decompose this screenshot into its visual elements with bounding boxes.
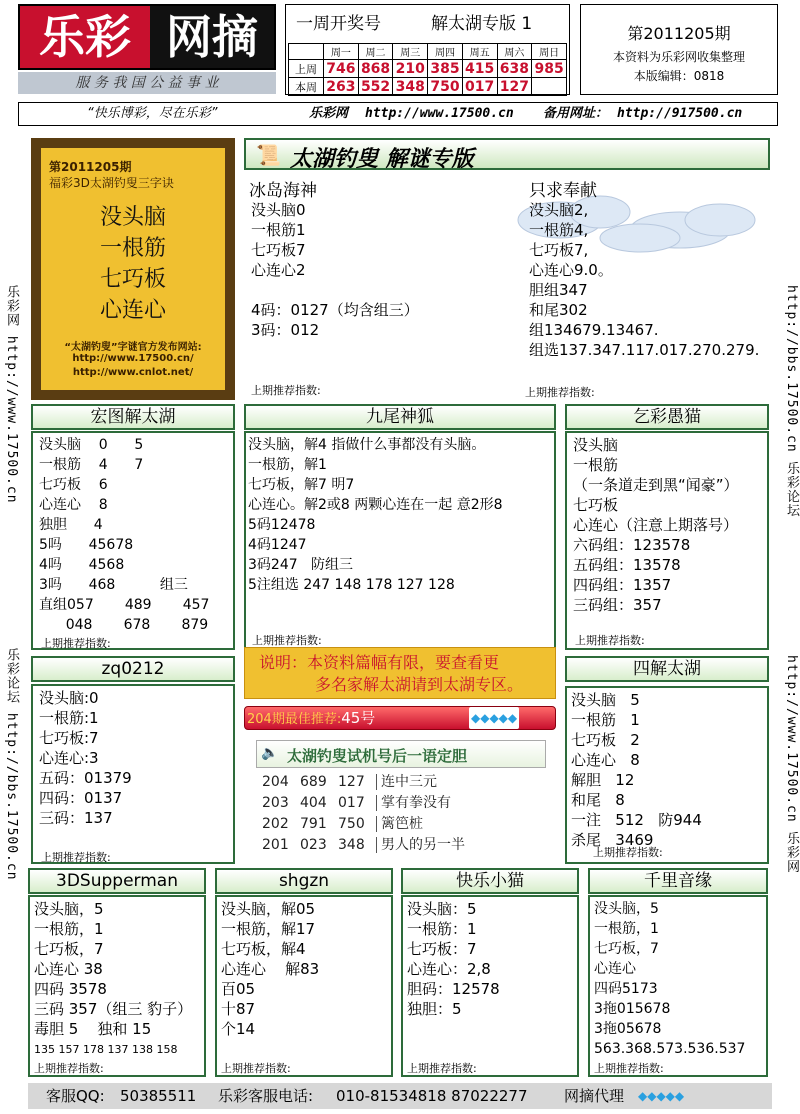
s3d-title: 3DSupperman xyxy=(28,868,206,894)
qianli-index-label: 上期推荐指数: xyxy=(594,1062,664,1075)
notice-box xyxy=(244,647,556,699)
last-week-number: 638 xyxy=(497,60,532,78)
poster-subtitle: 福彩3D太湖钓叟三字诀 xyxy=(49,176,174,190)
issue-panel xyxy=(580,4,778,95)
trial-issue: 201 xyxy=(262,837,289,853)
best-value: 45号 xyxy=(341,709,376,727)
slogan-bar: 服 务 我 国 公 益 事 业 xyxy=(18,72,276,94)
trial-num: 689 xyxy=(300,774,327,790)
day-header: 周二 xyxy=(358,44,393,60)
day-header: 周一 xyxy=(324,44,359,60)
zhiqiu-text: 没头脑2, 一根筋4, 七巧板7, 心连心9.0。 胆组347 和尾302 组134679.13467. 组选137.347.117.017.270.279. xyxy=(529,201,760,359)
this-week-number xyxy=(532,78,567,96)
poster xyxy=(31,138,235,400)
sijie-text: 没头脑 5 一根筋 1 七巧板 2 心连心 8 解胆 12 和尾 8 一注 512 防944 杀尾 3469 xyxy=(571,691,702,849)
hongtu-index-label: 上期推荐指数: xyxy=(41,637,111,650)
jiuwei-title: 九尾神狐 xyxy=(244,404,556,430)
this-week-number: 127 xyxy=(497,78,532,96)
day-header: 周三 xyxy=(393,44,428,60)
banner-title: 太湖钓叟 解谜专版 xyxy=(290,147,474,172)
trial-row xyxy=(256,814,546,835)
row-label-last-week: 上周 xyxy=(289,60,324,78)
side-left-top-url[interactable]: http://www.17500.cn xyxy=(4,335,19,504)
last-week-number: 210 xyxy=(393,60,428,78)
footer-phone-label: 乐彩客服电话: xyxy=(218,1087,314,1105)
poster-line-2: 一根筋 xyxy=(99,236,166,261)
sijie-box xyxy=(565,686,769,864)
bingdao-title: 冰岛海神 xyxy=(249,181,317,201)
day-header: 周四 xyxy=(428,44,463,60)
footer-qq-label: 客服QQ: xyxy=(46,1087,105,1105)
side-right-bottom-cn: 乐彩网 xyxy=(784,831,799,874)
hongtu-box xyxy=(31,431,235,650)
trial-num: 023 xyxy=(300,837,327,853)
poster-url-2[interactable]: http://www.cnlot.net/ xyxy=(72,367,194,378)
zq-box xyxy=(31,684,235,864)
qicai-index-label: 上期推荐指数: xyxy=(575,634,645,647)
trial-panel xyxy=(256,740,546,860)
poster-line-4: 心连心 xyxy=(99,298,166,323)
shgzn-text: 没头脑，解05 一根筋，解17 七巧板，解4 心连心 解83 百05 十87 个14 xyxy=(221,900,320,1038)
jiuwei-text: 没头脑，解4 指做什么事都没有头脑。 一根筋，解1 七巧板，解7 明7 心连心。解2或8 两颗心连在一起 意2形8 5码12478 4码1247 3码247 防组三 5注组选 247 148 178 127 128 xyxy=(248,437,503,593)
tagline-backup-label: 备用网址： xyxy=(543,106,609,121)
qicai-box xyxy=(565,431,769,650)
shgzn-title: shgzn xyxy=(215,868,393,894)
zq-text: 没头脑:0 一根筋:1 七巧板:7 心连心:3 五码：01379 四码：0137 三码：137 xyxy=(39,689,132,827)
weekly-table xyxy=(288,43,567,96)
trial-row xyxy=(256,772,546,793)
side-right-bottom-url[interactable]: http://www.17500.cn xyxy=(784,655,799,823)
last-week-number: 985 xyxy=(532,60,567,78)
this-week-number: 552 xyxy=(358,78,393,96)
last-week-number: 415 xyxy=(462,60,497,78)
kuaile-index-label: 上期推荐指数: xyxy=(407,1062,477,1075)
this-week-number: 263 xyxy=(324,78,359,96)
trial-result: 348 xyxy=(338,837,365,853)
diamond-icons: ◆◆◆◆◆ xyxy=(469,707,519,729)
footer-qq: 50385511 xyxy=(120,1087,197,1105)
hongtu-text: 没头脑 0 5 一根筋 4 7 七巧板 6 心连心 8 独胆 4 5吗 45678 4吗 4568 3吗 468 组三 直组057 489 457 048 678 879 xyxy=(39,437,210,633)
banner xyxy=(244,138,770,170)
side-left-bottom xyxy=(2,648,21,881)
day-header: 周五 xyxy=(462,44,497,60)
s3d-text: 没头脑，5 一根筋，1 七巧板，7 心连心 38 四码 3578 三码 357（组三 豹子） 毒胆 5 独和 15 xyxy=(34,900,193,1038)
side-left-bottom-url[interactable]: http://bbs.17500.cn xyxy=(4,712,19,881)
trial-phrase: 掌有拳没有 xyxy=(376,795,451,811)
kuaile-box xyxy=(401,895,579,1077)
side-left-top xyxy=(2,285,21,504)
side-right-top xyxy=(782,285,800,518)
logo-part-2: 网摘 xyxy=(150,6,274,68)
tagline-bar xyxy=(18,102,778,126)
trial-phrase: 篱笆桩 xyxy=(376,816,423,832)
last-week-number: 746 xyxy=(324,60,359,78)
this-week-number: 348 xyxy=(393,78,428,96)
day-header: 周六 xyxy=(497,44,532,60)
trial-phrase: 男人的另一半 xyxy=(376,837,465,853)
collect-note: 本资料为乐彩网收集整理 xyxy=(612,50,745,64)
shgzn-index-label: 上期推荐指数: xyxy=(221,1062,291,1075)
poster-line-3: 七巧板 xyxy=(99,267,166,292)
poster-url-1[interactable]: http://www.17500.cn/ xyxy=(72,353,194,364)
row-label-this-week: 本周 xyxy=(289,78,324,96)
editor-note: 本版编辑：0818 xyxy=(633,69,725,83)
issue-number: 第2011205期 xyxy=(627,24,731,43)
hongtu-title: 宏图解太湖 xyxy=(31,404,235,430)
trial-issue: 204 xyxy=(262,774,289,790)
trial-issue: 202 xyxy=(262,816,289,832)
tagline-site-url[interactable]: http://www.17500.cn xyxy=(365,106,514,121)
tagline-site-label: 乐彩网 xyxy=(309,106,349,121)
jiuwei-box xyxy=(244,431,556,650)
weekly-title: 一周开奖号 xyxy=(296,14,381,34)
trial-header xyxy=(256,740,546,768)
trial-phrase: 连中三元 xyxy=(376,774,437,790)
day-header: 周日 xyxy=(532,44,567,60)
qianli-box xyxy=(588,895,768,1077)
side-left-bottom-cn: 乐彩论坛 xyxy=(4,648,19,704)
last-week-number: 868 xyxy=(358,60,393,78)
bingdao-text: 没头脑0 一根筋1 七巧板7 心连心2 4码：0127（均含组三） 3码：012 xyxy=(251,201,419,339)
sijie-title: 四解太湖 xyxy=(565,656,769,682)
zhiqiu-title: 只求奉献 xyxy=(529,181,597,201)
footer-agent[interactable]: 网摘代理 xyxy=(564,1087,625,1105)
qianli-title: 千里音缘 xyxy=(588,868,768,894)
bingdao-index-label: 上期推荐指数: xyxy=(251,384,321,397)
best-label: 204期最佳推荐: xyxy=(247,712,342,727)
poster-issue: 第2011205期 xyxy=(49,160,132,174)
footer-phone: 010-81534818 87022277 xyxy=(336,1087,528,1105)
logo-part-1: 乐彩 xyxy=(20,6,150,68)
special-label: 解太湖专版 1 xyxy=(431,14,533,34)
s3d-small: 135 157 178 137 138 158 xyxy=(34,1043,178,1056)
this-week-number: 017 xyxy=(462,78,497,96)
logo xyxy=(18,4,276,70)
footer xyxy=(28,1083,772,1109)
trial-result: 750 xyxy=(338,816,365,832)
best-bar xyxy=(244,706,556,730)
zhiqiu-index-label: 上期推荐指数: xyxy=(525,386,595,399)
poster-line-1: 没头脑 xyxy=(99,205,166,230)
scroll-icon: 📜 xyxy=(256,143,281,167)
poster-note: “太湖钓叟”字谜官方发布网站: xyxy=(64,342,202,353)
footer-diamond-icons: ◆◆◆◆◆ xyxy=(638,1089,685,1103)
side-right-top-cn: 乐彩论坛 xyxy=(784,461,799,518)
trial-result: 127 xyxy=(338,774,365,790)
kuaile-text: 没头脑：5 一根筋：1 七巧板：7 心连心：2,8 胆码：12578 独胆：5 xyxy=(407,900,500,1018)
trial-row xyxy=(256,793,546,814)
this-week-number: 750 xyxy=(428,78,463,96)
s3d-index-label: 上期推荐指数: xyxy=(34,1062,104,1075)
side-right-top-url[interactable]: http://bbs.17500.cn xyxy=(784,285,799,453)
jiuwei-index-label: 上期推荐指数: xyxy=(252,634,322,647)
tagline-backup-url[interactable]: http://917500.cn xyxy=(617,106,743,121)
trial-row xyxy=(256,835,546,856)
side-right-bottom xyxy=(782,655,800,874)
s3d-box xyxy=(28,895,206,1077)
speaker-icon: 🔈 xyxy=(261,745,279,761)
qianli-text: 没头脑，5 一根筋，1 七巧板，7 心连心 四码5173 3拖015678 3拖05678 563.368.573.536.537 xyxy=(594,901,746,1057)
sijie-index-label: 上期推荐指数: xyxy=(593,846,663,859)
weekly-panel xyxy=(285,4,570,95)
zq-index-label: 上期推荐指数: xyxy=(41,851,111,864)
shgzn-box xyxy=(215,895,393,1077)
trial-num: 791 xyxy=(300,816,327,832)
trial-issue: 203 xyxy=(262,795,289,811)
zq-title: zq0212 xyxy=(31,656,235,682)
notice-line-2: 多名家解太湖请到太湖专区。 xyxy=(315,675,524,694)
notice-line-1: 说明：本资料篇幅有限，要查看更 xyxy=(259,653,500,672)
trial-result: 017 xyxy=(338,795,365,811)
last-week-number: 385 xyxy=(428,60,463,78)
trial-num: 404 xyxy=(300,795,327,811)
kuaile-title: 快乐小猫 xyxy=(401,868,579,894)
side-left-top-cn: 乐彩网 xyxy=(4,285,19,327)
qicai-text: 没头脑 一根筋 （一条道走到黑“闻豪”） 七巧板 心连心（注意上期落号） 六码组：123578 五码组：13578 四码组：1357 三码组：357 xyxy=(573,436,739,614)
tagline-slogan: “快乐博彩，尽在乐彩” xyxy=(87,106,218,121)
trial-title: 太湖钓叟试机号后一语定胆 xyxy=(287,747,468,765)
trial-list xyxy=(256,772,546,856)
qicai-title: 乞彩愚猫 xyxy=(565,404,769,430)
